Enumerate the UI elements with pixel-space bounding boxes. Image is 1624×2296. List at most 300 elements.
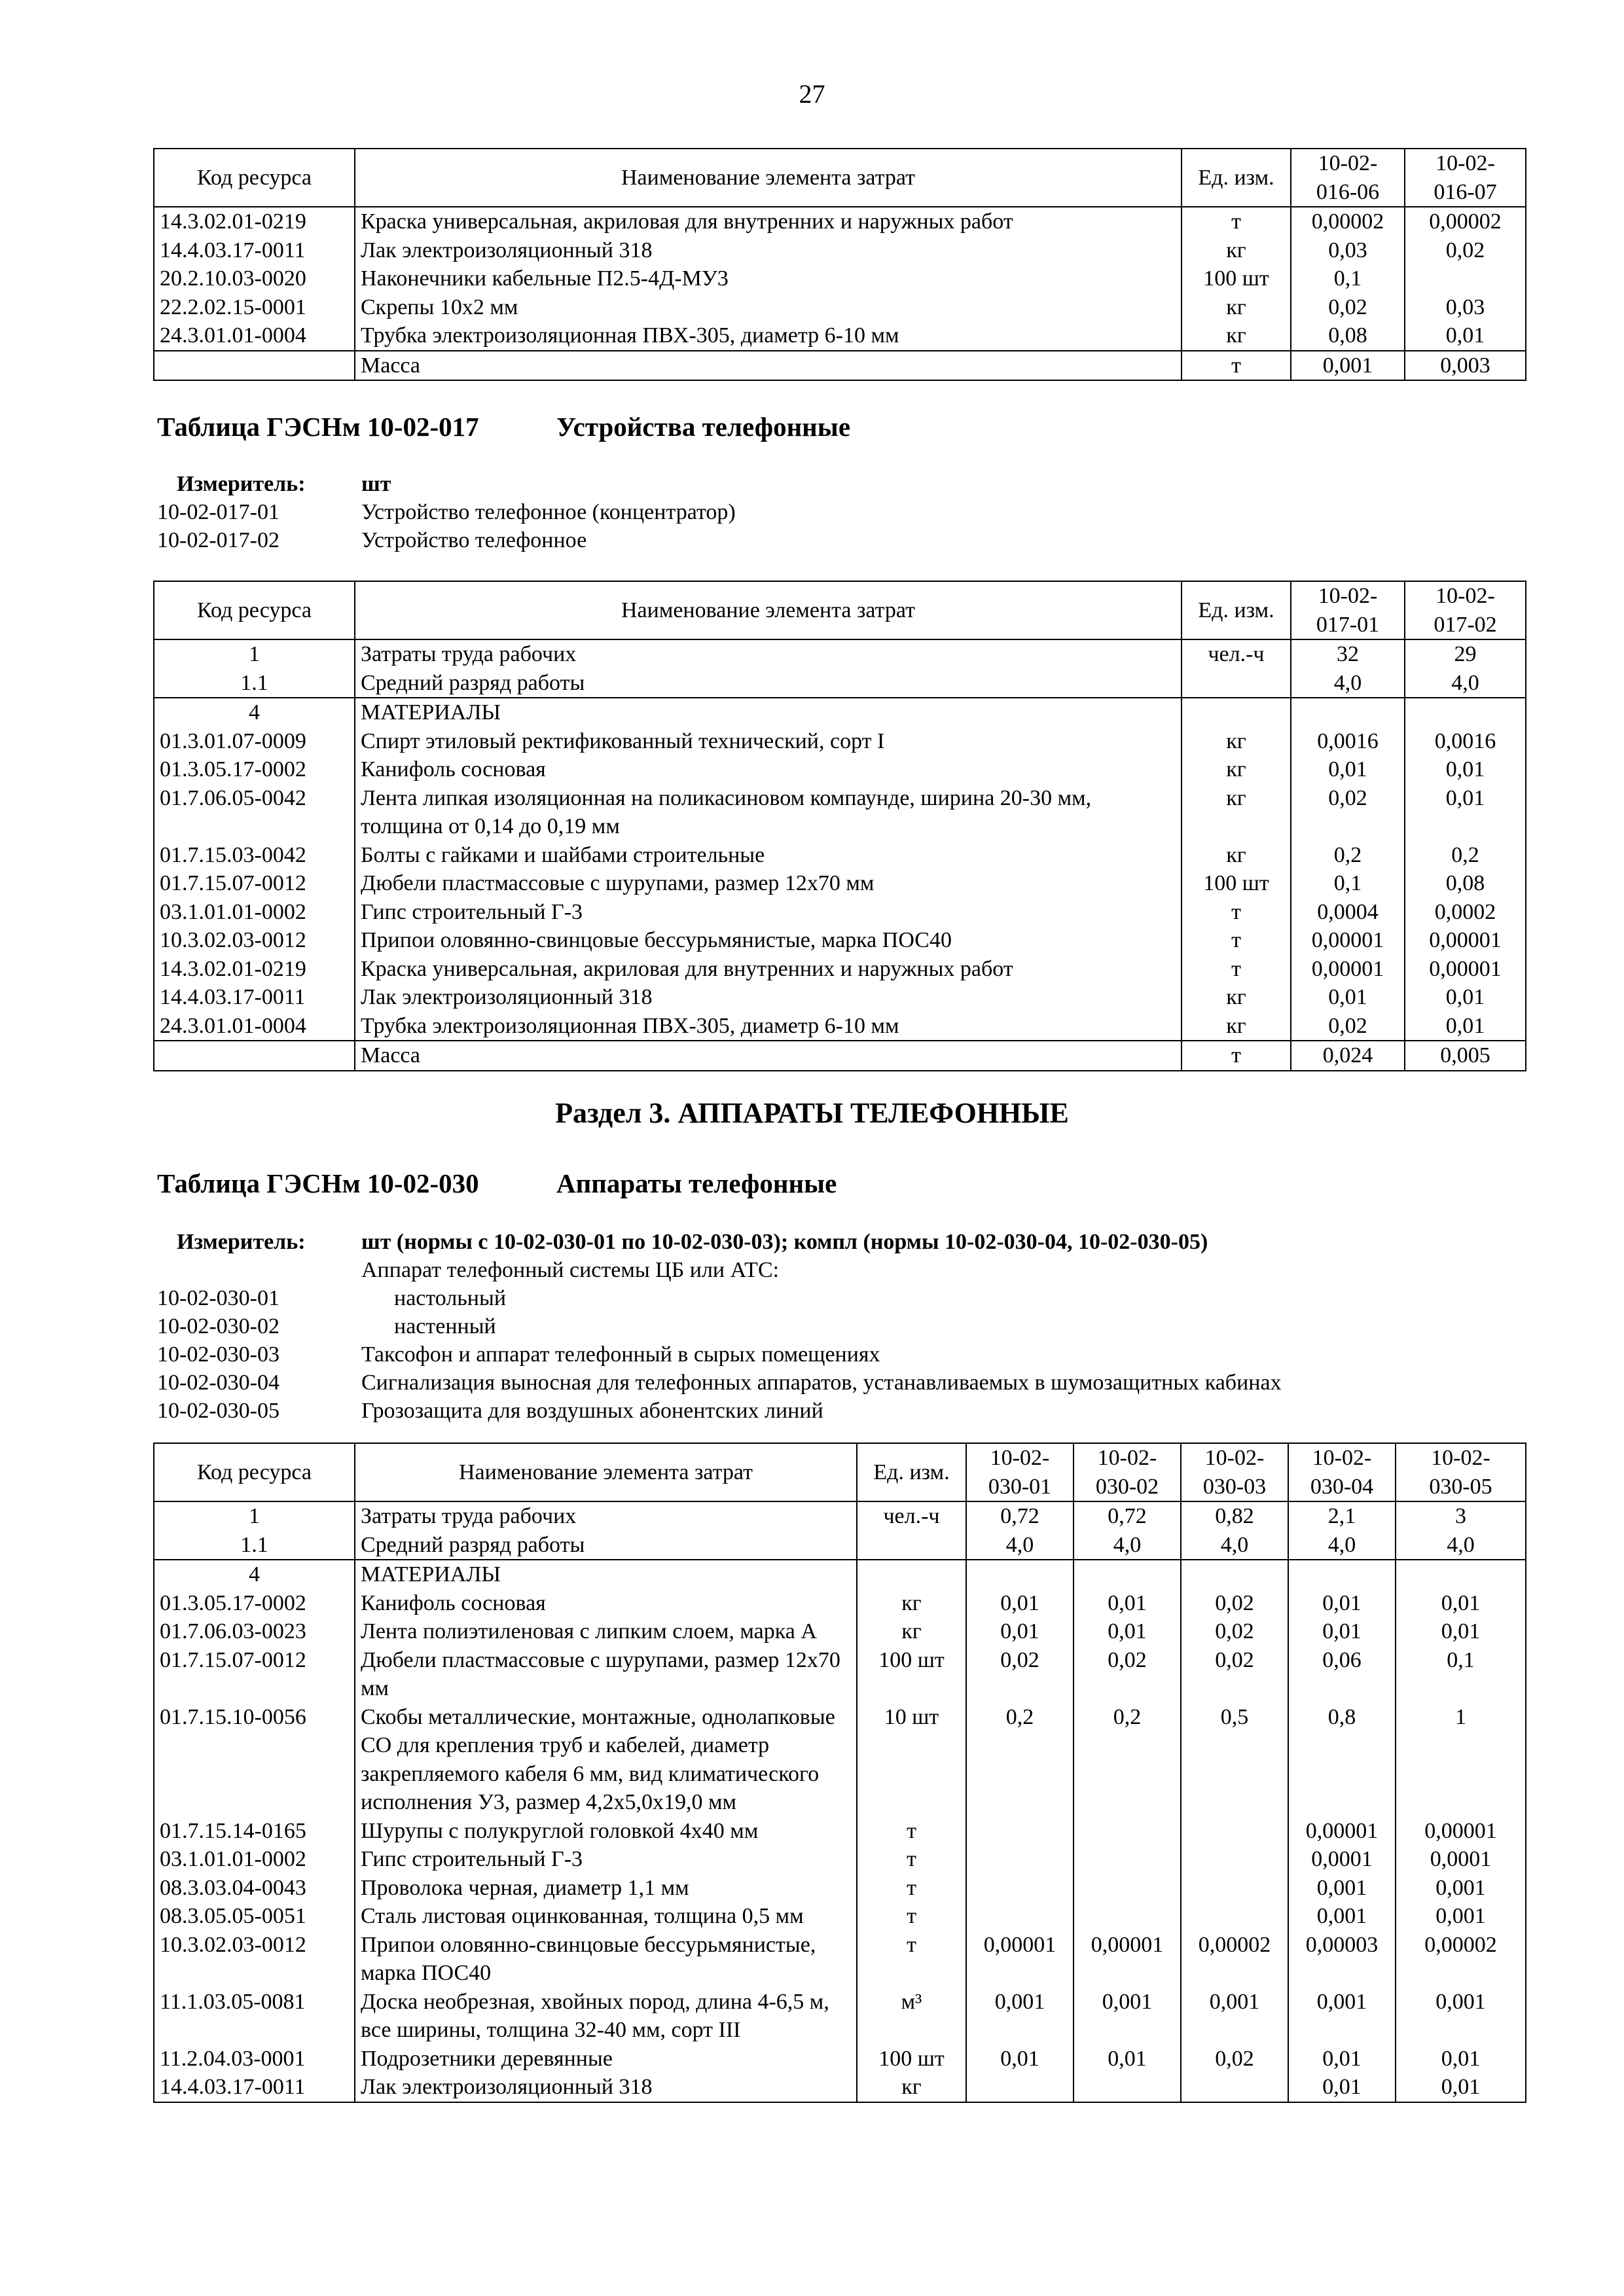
resource-name: Краска универсальная, акриловая для внутренних и наружных работ xyxy=(355,207,1182,236)
norm-value: 0,00001 xyxy=(1405,926,1526,955)
norm-value: 0,0004 xyxy=(1291,898,1405,927)
norm-value xyxy=(1074,1845,1181,1874)
norm-value: 0,01 xyxy=(1405,755,1526,784)
norm-value: 0,01 xyxy=(1288,1617,1396,1646)
norm-value: 0,005 xyxy=(1405,1041,1526,1071)
unit: т xyxy=(1182,1041,1291,1071)
unit: чел.-ч xyxy=(857,1501,966,1531)
resource-name: Лак электроизоляционный 318 xyxy=(355,236,1182,265)
resource-name: Затраты труда рабочих xyxy=(355,1501,857,1531)
norm-value: 0,001 xyxy=(1288,1988,1396,2045)
norm-value: 0,00003 xyxy=(1288,1931,1396,1988)
norm-value: 0,1 xyxy=(1396,1646,1526,1703)
table-row xyxy=(154,264,1526,293)
empty-cell xyxy=(1181,1560,1288,1589)
resource-name: Шурупы с полукруглой головкой 4х40 мм xyxy=(355,1817,857,1846)
norm-value: 0,82 xyxy=(1181,1501,1288,1531)
table-row xyxy=(154,841,1526,870)
table-row xyxy=(154,784,1526,841)
resource-name: Припои оловянно-свинцовые бессурьмянистые, марка ПОС40 xyxy=(355,1931,857,1988)
norm-value: 0,5 xyxy=(1181,1703,1288,1817)
unit xyxy=(1182,669,1291,698)
resource-code: 10.3.02.03-0012 xyxy=(154,1931,355,1988)
norm-value: 4,0 xyxy=(1074,1531,1181,1560)
resource-code: 1.1 xyxy=(154,1531,355,1560)
norm-value xyxy=(966,1845,1074,1874)
table-row xyxy=(154,1988,1526,2045)
table-number: Таблица ГЭСНм 10-02-017 xyxy=(157,412,479,442)
table-row xyxy=(154,1703,1526,1817)
resource-code: 08.3.03.04-0043 xyxy=(154,1874,355,1903)
norm-value: 0,02 xyxy=(1181,1617,1288,1646)
norm-value xyxy=(1181,1874,1288,1903)
unit: кг xyxy=(1182,983,1291,1012)
group-label: МАТЕРИАЛЫ xyxy=(355,698,1182,727)
table-row xyxy=(154,1817,1526,1846)
norm-value: 0,01 xyxy=(1396,1589,1526,1618)
norm-value: 0,02 xyxy=(1291,784,1405,841)
norm-value xyxy=(1074,1874,1181,1903)
norm-value: 3 xyxy=(1396,1501,1526,1531)
norm-value: 0,00001 xyxy=(1405,955,1526,984)
table-heading-030 xyxy=(157,1166,837,1200)
column-header: 10-02- 016-06 xyxy=(1291,149,1405,207)
column-header: 10-02- 016-07 xyxy=(1405,149,1526,207)
norm-value: 0,01 xyxy=(1288,2045,1396,2073)
unit: 100 шт xyxy=(857,2045,966,2073)
norm-value: 0,03 xyxy=(1291,236,1405,265)
norm-name: настенный xyxy=(394,1314,496,1338)
norm-value: 0,01 xyxy=(1405,1012,1526,1041)
norm-value: 0,02 xyxy=(1074,1646,1181,1703)
norm-value: 0,8 xyxy=(1288,1703,1396,1817)
norm-value: 0,001 xyxy=(1288,1874,1396,1903)
unit: 100 шт xyxy=(1182,869,1291,898)
unit: кг xyxy=(1182,236,1291,265)
measure-unit: шт xyxy=(361,472,391,496)
norm-value: 1 xyxy=(1396,1703,1526,1817)
norm-value: 4,0 xyxy=(1288,1531,1396,1560)
norm-value: 0,01 xyxy=(1074,1589,1181,1618)
norm-value: 0,01 xyxy=(1288,1589,1396,1618)
table-row xyxy=(154,1589,1526,1618)
column-header: Код ресурса xyxy=(154,1443,355,1501)
norm-value: 0,001 xyxy=(1396,1902,1526,1931)
norm-value: 0,2 xyxy=(966,1703,1074,1817)
norm-value: 0,1 xyxy=(1291,264,1405,293)
resource-name: Трубка электроизоляционная ПВХ-305, диаметр 6-10 мм xyxy=(355,1012,1182,1041)
norm-value: 0,02 xyxy=(966,1646,1074,1703)
table-row xyxy=(154,1617,1526,1646)
resource-code: 14.4.03.17-0011 xyxy=(154,236,355,265)
resource-code: 4 xyxy=(154,698,355,727)
column-header: Наименование элемента затрат xyxy=(355,581,1182,639)
norm-value: 0,01 xyxy=(1074,1617,1181,1646)
resource-name: Канифоль сосновая xyxy=(355,755,1182,784)
norm-value: 0,001 xyxy=(1181,1988,1288,2045)
norm-value: 0,02 xyxy=(1291,1012,1405,1041)
norm-code: 10-02-030-01 xyxy=(157,1286,280,1310)
norm-value: 4,0 xyxy=(1396,1531,1526,1560)
resource-name: Наконечники кабельные П2.5-4Д-МУ3 xyxy=(355,264,1182,293)
table-row xyxy=(154,236,1526,265)
measure-block-017 xyxy=(157,470,1525,554)
resource-table-017 xyxy=(153,581,1526,1071)
table-header-row xyxy=(154,1443,1526,1501)
resource-code: 1.1 xyxy=(154,669,355,698)
table-row xyxy=(154,983,1526,1012)
norm-code: 10-02-030-03 xyxy=(157,1342,280,1367)
resource-code: 14.3.02.01-0219 xyxy=(154,955,355,984)
norm-value: 0,01 xyxy=(1405,784,1526,841)
resource-name: Подрозетники деревянные xyxy=(355,2045,857,2073)
table-row xyxy=(154,321,1526,351)
norm-value: 0,01 xyxy=(1291,983,1405,1012)
unit: т xyxy=(1182,898,1291,927)
unit: кг xyxy=(1182,784,1291,841)
norm-value: 0,06 xyxy=(1288,1646,1396,1703)
norm-name: настольный xyxy=(394,1286,507,1310)
unit xyxy=(857,1531,966,1560)
resource-code: 14.4.03.17-0011 xyxy=(154,2073,355,2102)
norm-value xyxy=(966,2073,1074,2102)
resource-code: 03.1.01.01-0002 xyxy=(154,1845,355,1874)
resource-name: Спирт этиловый ректификованный технический, сорт I xyxy=(355,727,1182,756)
empty-cell xyxy=(1182,698,1291,727)
norm-value: 0,00001 xyxy=(1396,1817,1526,1846)
unit: т xyxy=(857,1845,966,1874)
column-header: 10-02- 030-01 xyxy=(966,1443,1074,1501)
norm-value: 0,001 xyxy=(1396,1874,1526,1903)
empty-cell xyxy=(1405,698,1526,727)
resource-code: 4 xyxy=(154,1560,355,1589)
section-title: Раздел 3. АППАРАТЫ ТЕЛЕФОННЫЕ xyxy=(555,1097,1069,1129)
resource-code: 20.2.10.03-0020 xyxy=(154,264,355,293)
resource-code: 24.3.01.01-0004 xyxy=(154,321,355,351)
norm-value: 0,00002 xyxy=(1291,207,1405,236)
resource-name: Лента полиэтиленовая с липким слоем, марка А xyxy=(355,1617,857,1646)
materials-group-row xyxy=(154,698,1526,727)
unit: кг xyxy=(1182,321,1291,351)
unit: кг xyxy=(857,1589,966,1618)
table-row xyxy=(154,2073,1526,2102)
resource-name: Масса xyxy=(355,1041,1182,1071)
resource-code: 11.1.03.05-0081 xyxy=(154,1988,355,2045)
norm-code: 10-02-030-05 xyxy=(157,1399,280,1423)
norm-value: 0,00001 xyxy=(1074,1931,1181,1988)
table-row xyxy=(154,1845,1526,1874)
resource-name: Дюбели пластмассовые с шурупами, размер 12х70 мм xyxy=(355,869,1182,898)
norm-value xyxy=(1074,1817,1181,1846)
norm-value: 0,00001 xyxy=(1291,926,1405,955)
norm-value: 29 xyxy=(1405,639,1526,669)
unit: т xyxy=(1182,955,1291,984)
column-header: 10-02- 030-03 xyxy=(1181,1443,1288,1501)
norm-value: 0,01 xyxy=(1405,983,1526,1012)
unit: кг xyxy=(1182,841,1291,870)
resource-code: 10.3.02.03-0012 xyxy=(154,926,355,955)
unit: т xyxy=(857,1931,966,1988)
unit: кг xyxy=(1182,727,1291,756)
norm-name: Грозозащита для воздушных абонентских линий xyxy=(361,1399,823,1423)
norm-value: 0,1 xyxy=(1291,869,1405,898)
norm-value xyxy=(1181,2073,1288,2102)
table-row xyxy=(154,727,1526,756)
norm-value: 0,01 xyxy=(1288,2073,1396,2102)
table-row xyxy=(154,755,1526,784)
unit: кг xyxy=(857,2073,966,2102)
page-number: 27 xyxy=(799,79,825,109)
table-row xyxy=(154,955,1526,984)
norm-name: Устройство телефонное xyxy=(361,528,587,552)
norm-value: 0,001 xyxy=(1074,1988,1181,2045)
norm-value: 0,001 xyxy=(1288,1902,1396,1931)
unit: т xyxy=(857,1874,966,1903)
resource-name: Затраты труда рабочих xyxy=(355,639,1182,669)
table-row xyxy=(154,926,1526,955)
unit: т xyxy=(1182,207,1291,236)
unit: м³ xyxy=(857,1988,966,2045)
norm-value: 0,01 xyxy=(1405,321,1526,351)
norm-value: 0,00002 xyxy=(1405,207,1526,236)
resource-name: Гипс строительный Г-3 xyxy=(355,898,1182,927)
resource-name: Болты с гайками и шайбами строительные xyxy=(355,841,1182,870)
resource-name: Припои оловянно-свинцовые бессурьмянистые, марка ПОС40 xyxy=(355,926,1182,955)
empty-cell xyxy=(857,1560,966,1589)
empty-cell xyxy=(966,1560,1074,1589)
resource-code: 01.7.15.10-0056 xyxy=(154,1703,355,1817)
unit: кг xyxy=(1182,1012,1291,1041)
column-header: 10-02- 017-02 xyxy=(1405,581,1526,639)
table-row xyxy=(154,1646,1526,1703)
unit: 100 шт xyxy=(1182,264,1291,293)
norm-value: 0,0016 xyxy=(1291,727,1405,756)
norm-value: 0,001 xyxy=(1396,1988,1526,2045)
resource-name: Сталь листовая оцинкованная, толщина 0,5 мм xyxy=(355,1902,857,1931)
unit: кг xyxy=(1182,293,1291,322)
resource-name: Проволока черная, диаметр 1,1 мм xyxy=(355,1874,857,1903)
table-row xyxy=(154,207,1526,236)
resource-name: Доска необрезная, хвойных пород, длина 4-6,5 м, все ширины, толщина 32-40 мм, сорт III xyxy=(355,1988,857,2045)
table-row xyxy=(154,1012,1526,1041)
resource-code: 01.7.15.07-0012 xyxy=(154,1646,355,1703)
resource-name: Лак электроизоляционный 318 xyxy=(355,2073,857,2102)
resource-code: 01.7.06.03-0023 xyxy=(154,1617,355,1646)
resource-table-030 xyxy=(153,1443,1526,2103)
norm-value: 0,0016 xyxy=(1405,727,1526,756)
resource-name: Средний разряд работы xyxy=(355,1531,857,1560)
unit: кг xyxy=(857,1617,966,1646)
unit: кг xyxy=(1182,755,1291,784)
resource-name: Гипс строительный Г-3 xyxy=(355,1845,857,1874)
norm-value: 0,01 xyxy=(1396,2073,1526,2102)
table-row xyxy=(154,898,1526,927)
resource-code: 1 xyxy=(154,1501,355,1531)
resource-code: 24.3.01.01-0004 xyxy=(154,1012,355,1041)
norm-value: 0,08 xyxy=(1291,321,1405,351)
resource-code: 03.1.01.01-0002 xyxy=(154,898,355,927)
norm-value: 0,00002 xyxy=(1396,1931,1526,1988)
norm-value: 0,01 xyxy=(1291,755,1405,784)
measure-unit: шт (нормы с 10-02-030-01 по 10-02-030-03); компл (нормы 10-02-030-04, 10-02-030-05) xyxy=(361,1230,1208,1254)
resource-name: Краска универсальная, акриловая для внутренних и наружных работ xyxy=(355,955,1182,984)
resource-table-016 xyxy=(153,148,1526,381)
unit: 100 шт xyxy=(857,1646,966,1703)
mass-row xyxy=(154,1041,1526,1071)
norm-value: 0,00001 xyxy=(1291,955,1405,984)
norm-value: 0,2 xyxy=(1291,841,1405,870)
group-label: МАТЕРИАЛЫ xyxy=(355,1560,857,1589)
norm-value: 0,72 xyxy=(1074,1501,1181,1531)
table-row xyxy=(154,1931,1526,1988)
resource-name: Скрепы 10х2 мм xyxy=(355,293,1182,322)
norm-value: 32 xyxy=(1291,639,1405,669)
norm-code: 10-02-017-01 xyxy=(157,500,280,524)
norm-value: 0,0001 xyxy=(1288,1845,1396,1874)
resource-code: 01.3.01.07-0009 xyxy=(154,727,355,756)
norm-value: 2,1 xyxy=(1288,1501,1396,1531)
norm-value xyxy=(1074,1902,1181,1931)
norm-value: 0,0002 xyxy=(1405,898,1526,927)
resource-code: 01.3.05.17-0002 xyxy=(154,1589,355,1618)
norm-value: 0,02 xyxy=(1405,236,1526,265)
norm-value: 0,01 xyxy=(966,1589,1074,1618)
norm-value: 0,01 xyxy=(966,1617,1074,1646)
norm-value xyxy=(1181,1817,1288,1846)
norm-value: 4,0 xyxy=(1291,669,1405,698)
resource-code: 08.3.05.05-0051 xyxy=(154,1902,355,1931)
column-header: Ед. изм. xyxy=(1182,581,1291,639)
norm-code: 10-02-030-02 xyxy=(157,1314,280,1338)
norm-value xyxy=(966,1874,1074,1903)
resource-name: Скобы металлические, монтажные, однолапковые СО для крепления труб и кабелей, диаметр закрепляемого кабеля 6 мм, вид климатического исполнения У3, размер 4,2х5,0х19,0 мм xyxy=(355,1703,857,1817)
norm-value: 4,0 xyxy=(1405,669,1526,698)
norm-code: 10-02-017-02 xyxy=(157,528,280,552)
norm-name: Таксофон и аппарат телефонный в сырых помещениях xyxy=(361,1342,880,1367)
empty-cell xyxy=(1288,1560,1396,1589)
resource-name: Трубка электроизоляционная ПВХ-305, диаметр 6-10 мм xyxy=(355,321,1182,351)
norm-value: 0,003 xyxy=(1405,351,1526,381)
resource-code: 11.2.04.03-0001 xyxy=(154,2045,355,2073)
norm-name: Устройство телефонное (концентратор) xyxy=(361,500,736,524)
norm-value: 0,024 xyxy=(1291,1041,1405,1071)
measure-label: Измеритель: xyxy=(177,1230,306,1254)
resource-name: Средний разряд работы xyxy=(355,669,1182,698)
norm-value xyxy=(966,1902,1074,1931)
column-header: Наименование элемента затрат xyxy=(355,1443,857,1501)
norm-value: 0,01 xyxy=(1396,1617,1526,1646)
norm-value: 0,02 xyxy=(1181,2045,1288,2073)
column-header: 10-02- 017-01 xyxy=(1291,581,1405,639)
norm-value xyxy=(966,1817,1074,1846)
column-header: Код ресурса xyxy=(154,149,355,207)
table-row xyxy=(154,669,1526,698)
norm-value: 0,01 xyxy=(1396,2045,1526,2073)
column-header: Ед. изм. xyxy=(1182,149,1291,207)
resource-name: Канифоль сосновая xyxy=(355,1589,857,1618)
unit: т xyxy=(857,1902,966,1931)
resource-code: 14.3.02.01-0219 xyxy=(154,207,355,236)
unit: 10 шт xyxy=(857,1703,966,1817)
table-title: Аппараты телефонные xyxy=(556,1168,837,1198)
norm-name: Сигнализация выносная для телефонных аппаратов, устанавливаемых в шумозащитных кабинах xyxy=(361,1371,1282,1395)
resource-code xyxy=(154,1041,355,1071)
table-heading-017 xyxy=(157,410,851,444)
measure-block-030 xyxy=(157,1228,1525,1425)
measure-label: Измеритель: xyxy=(177,472,306,496)
norm-value: 0,02 xyxy=(1181,1646,1288,1703)
norm-value: 0,72 xyxy=(966,1501,1074,1531)
table-row xyxy=(154,1902,1526,1931)
column-header: Наименование элемента затрат xyxy=(355,149,1182,207)
norm-value: 0,0001 xyxy=(1396,1845,1526,1874)
unit: чел.-ч xyxy=(1182,639,1291,669)
column-header: 10-02- 030-05 xyxy=(1396,1443,1526,1501)
resource-code: 22.2.02.15-0001 xyxy=(154,293,355,322)
column-header: Ед. изм. xyxy=(857,1443,966,1501)
norm-value: 0,00002 xyxy=(1181,1931,1288,1988)
resource-name: Масса xyxy=(355,351,1182,381)
resource-name: Лак электроизоляционный 318 xyxy=(355,983,1182,1012)
unit: т xyxy=(1182,926,1291,955)
norm-value xyxy=(1181,1845,1288,1874)
resource-code xyxy=(154,351,355,381)
mass-row xyxy=(154,351,1526,381)
norm-value: 0,00001 xyxy=(1288,1817,1396,1846)
resource-name: Дюбели пластмассовые с шурупами, размер 12х70 мм xyxy=(355,1646,857,1703)
resource-code: 01.7.15.07-0012 xyxy=(154,869,355,898)
norm-code: 10-02-030-04 xyxy=(157,1371,280,1395)
norm-value: 0,01 xyxy=(1074,2045,1181,2073)
norm-value: 0,02 xyxy=(1291,293,1405,322)
column-header: Код ресурса xyxy=(154,581,355,639)
resource-code: 01.7.06.05-0042 xyxy=(154,784,355,841)
table-number: Таблица ГЭСНм 10-02-030 xyxy=(157,1168,479,1198)
norm-value: 0,001 xyxy=(1291,351,1405,381)
norm-group: Аппарат телефонный системы ЦБ или АТС: xyxy=(361,1258,780,1282)
norm-value: 0,001 xyxy=(966,1988,1074,2045)
norm-value: 4,0 xyxy=(1181,1531,1288,1560)
norm-value: 0,2 xyxy=(1074,1703,1181,1817)
unit: т xyxy=(857,1817,966,1846)
table-header-row xyxy=(154,581,1526,639)
table-row xyxy=(154,1531,1526,1560)
empty-cell xyxy=(1291,698,1405,727)
resource-code: 1 xyxy=(154,639,355,669)
resource-name: Лента липкая изоляционная на поликасиновом компаунде, ширина 20-30 мм, толщина от 0,14 до 0,19 мм xyxy=(355,784,1182,841)
norm-value: 0,02 xyxy=(1181,1589,1288,1618)
empty-cell xyxy=(1074,1560,1181,1589)
resource-code: 14.4.03.17-0011 xyxy=(154,983,355,1012)
table-row xyxy=(154,2045,1526,2073)
materials-group-row xyxy=(154,1560,1526,1589)
unit: т xyxy=(1182,351,1291,381)
table-title: Устройства телефонные xyxy=(556,412,851,442)
resource-code: 01.7.15.14-0165 xyxy=(154,1817,355,1846)
norm-value: 0,2 xyxy=(1405,841,1526,870)
norm-value: 0,01 xyxy=(966,2045,1074,2073)
resource-code: 01.7.15.03-0042 xyxy=(154,841,355,870)
table-row xyxy=(154,639,1526,669)
table-row xyxy=(154,1501,1526,1531)
column-header: 10-02- 030-04 xyxy=(1288,1443,1396,1501)
table-header-row xyxy=(154,149,1526,207)
norm-value: 0,00001 xyxy=(966,1931,1074,1988)
column-header: 10-02- 030-02 xyxy=(1074,1443,1181,1501)
norm-value xyxy=(1181,1902,1288,1931)
norm-value xyxy=(1074,2073,1181,2102)
norm-value xyxy=(1405,264,1526,293)
